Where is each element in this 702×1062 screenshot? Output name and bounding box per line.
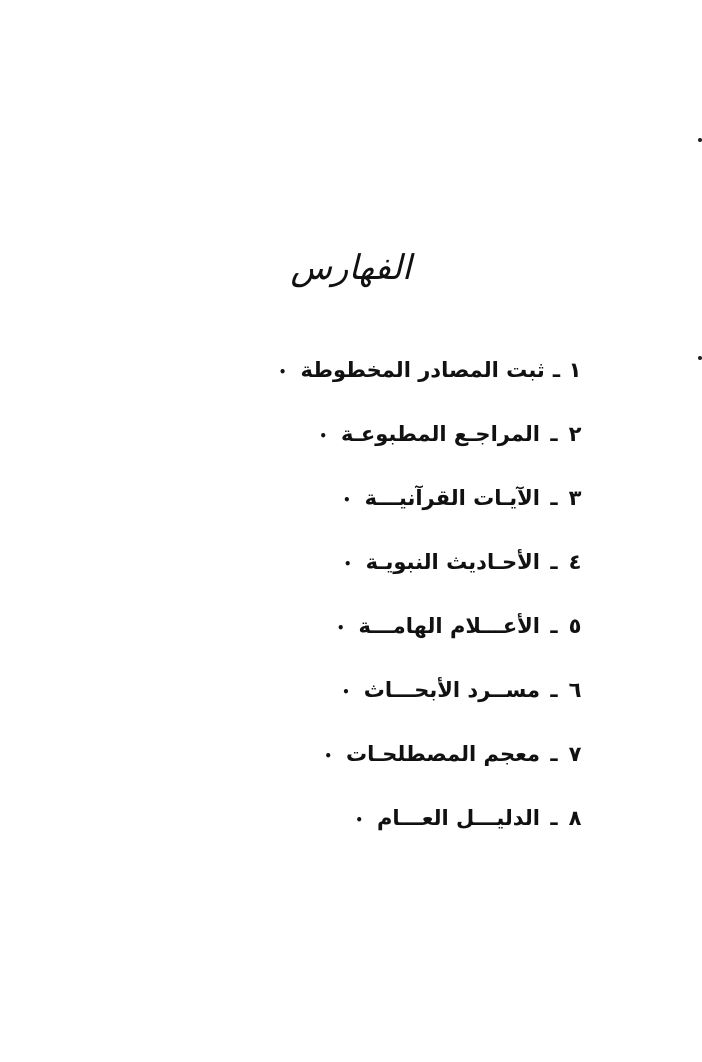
toc-item-number: ٣ <box>568 486 582 510</box>
toc-item-bullet: • <box>355 813 363 827</box>
toc-item-bullet: • <box>343 557 352 571</box>
toc-item-label: الآيـات القرآنيـــة <box>364 486 540 510</box>
toc-item-number: ٧ <box>568 742 582 766</box>
toc-item-dash: ـ <box>550 678 558 702</box>
toc-item-bullet: • <box>319 429 327 443</box>
toc-item-dash: ـ <box>550 422 558 446</box>
toc-item-number: ١ <box>568 358 582 382</box>
toc-item <box>300 550 582 614</box>
toc-item <box>300 422 582 486</box>
table-of-contents <box>278 358 582 870</box>
margin-speck <box>698 356 702 360</box>
toc-item-dash: ـ <box>550 614 558 638</box>
toc-item-label: الدليـــل العـــام <box>376 806 540 830</box>
toc-item-bullet: • <box>278 365 287 379</box>
toc-item <box>278 358 582 422</box>
toc-item-label: مســرد الأبحـــاث <box>363 678 540 702</box>
toc-item-dash: ـ <box>550 486 558 510</box>
toc-item-number: ٦ <box>568 678 582 702</box>
toc-item <box>300 678 582 742</box>
toc-item-dash: ـ <box>550 742 558 766</box>
toc-item-number: ٥ <box>568 614 582 638</box>
toc-item <box>300 742 582 806</box>
margin-speck <box>698 138 702 142</box>
toc-item-label: الأحـاديث النبويـة <box>365 550 540 574</box>
toc-item-bullet: • <box>342 493 351 507</box>
toc-item <box>300 614 582 678</box>
toc-item <box>300 486 582 550</box>
toc-item-number: ٤ <box>568 550 582 574</box>
page-title: الفهارس <box>290 248 412 288</box>
toc-item-bullet: • <box>324 749 333 763</box>
toc-item <box>300 806 582 870</box>
toc-item-number: ٢ <box>568 422 582 446</box>
toc-item-bullet: • <box>342 685 350 699</box>
toc-item-dash: ـ <box>550 550 558 574</box>
toc-item-label: معجم المصطلحـات <box>346 742 540 766</box>
toc-item-bullet: • <box>336 621 345 635</box>
toc-item-dash: ـ <box>550 806 558 830</box>
toc-item-label: المراجـع المطبوعـة <box>340 422 540 446</box>
toc-item-dash: ـ <box>552 358 560 382</box>
toc-item-number: ٨ <box>568 806 582 830</box>
toc-item-label: الأعـــلام الهامـــة <box>358 614 540 638</box>
toc-item-label: ثبت المصادر المخطوطة <box>300 358 545 382</box>
